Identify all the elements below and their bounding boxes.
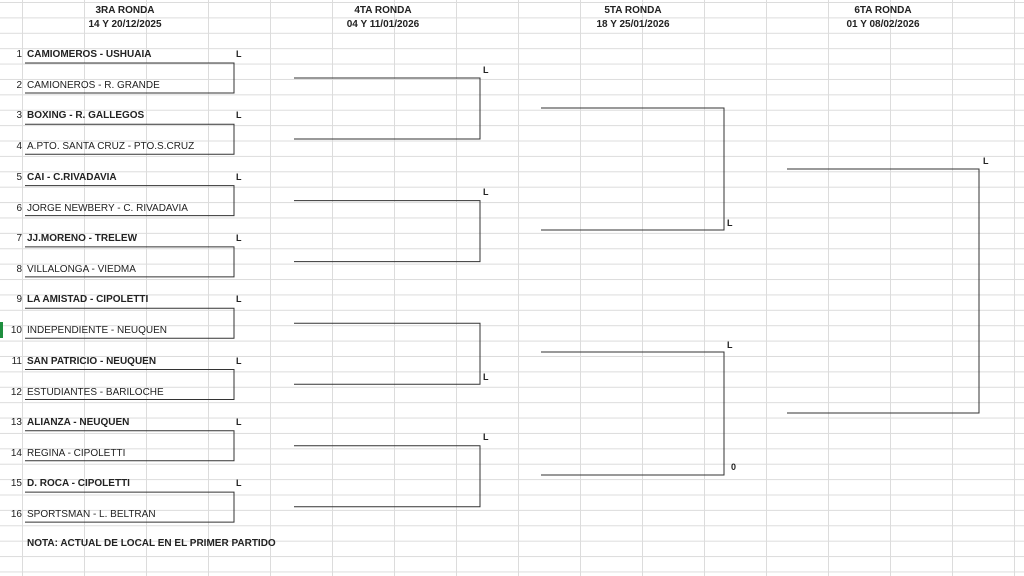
local-mark: 0 [731,462,737,472]
local-mark: L [483,432,489,442]
local-mark: L [236,416,242,427]
round-dates: 01 Y 08/02/2026 [846,19,920,30]
local-mark: L [727,340,733,350]
local-mark: L [483,372,489,382]
row-number: 8 [16,263,22,275]
match-bracket-r5 [541,108,724,230]
team-away: VILLALONGA - VIEDMA [27,263,136,275]
row-number: 2 [16,80,22,91]
match-bracket-r5 [541,352,724,475]
row-number: 16 [10,509,22,521]
match-bracket-r3 [25,186,234,216]
match-bracket-r3 [25,431,234,461]
local-mark: L [483,65,489,75]
row-number: 11 [11,355,22,367]
team-away: JORGE NEWBERY - C. RIVADAVIA [27,202,188,214]
match-bracket-r3 [25,370,234,400]
round-name: 5TA RONDA [604,5,662,16]
row-number: 6 [16,202,22,214]
team-home: CAMIOMEROS - USHUAIA [27,49,152,60]
footnote: NOTA: ACTUAL DE LOCAL EN EL PRIMER PARTIDO [27,538,276,549]
match-bracket-r3 [25,492,234,522]
round-name: 4TA RONDA [354,5,412,16]
round-name: 3RA RONDA [95,5,155,16]
match-bracket-r3 [25,308,234,338]
team-away: SPORTSMAN - L. BELTRAN [27,509,156,521]
round-dates: 18 Y 25/01/2026 [596,19,670,30]
team-home: ALIANZA - NEUQUEN [27,416,130,428]
team-away: REGINA - CIPOLETTI [27,447,126,459]
row-number: 12 [10,386,22,398]
local-mark: L [483,187,489,197]
match-bracket-r6 [787,169,979,413]
local-mark: L [236,110,242,121]
row-number: 3 [16,110,22,122]
team-away: ESTUDIANTES - BARILOCHE [27,386,164,398]
local-mark: L [236,355,242,366]
row-number: 10 [10,325,22,337]
row-number: 14 [10,447,22,459]
round-name: 6TA RONDA [854,5,912,16]
row-number: 7 [16,232,22,244]
team-home: D. ROCA - CIPOLETTI [27,478,130,490]
row-number: 13 [10,416,22,428]
row-number: 15 [10,478,22,490]
row-number: 9 [16,294,22,306]
round-dates: 14 Y 20/12/2025 [88,19,162,30]
match-bracket-r3 [25,63,234,93]
match-bracket-r4 [294,446,480,507]
match-bracket-r3 [25,247,234,277]
row-number: 4 [16,141,22,153]
team-home: BOXING - R. GALLEGOS [27,110,145,122]
team-away: INDEPENDIENTE - NEUQUEN [27,325,168,337]
local-mark: L [236,171,242,182]
local-mark: L [236,294,242,305]
match-bracket-r4 [294,323,480,384]
local-mark: L [236,232,242,243]
team-away: A.PTO. SANTA CRUZ - PTO.S.CRUZ [27,141,195,153]
match-bracket-r4 [294,201,480,262]
row-number: 1 [16,49,22,60]
row-number: 5 [16,171,22,183]
team-home: LA AMISTAD - CIPOLETTI [27,294,149,306]
team-away: CAMIONEROS - R. GRANDE [27,80,160,91]
local-mark: L [236,478,242,489]
team-home: SAN PATRICIO - NEUQUEN [27,355,157,367]
match-bracket-r4 [294,78,480,139]
local-mark: L [236,49,242,59]
local-mark: L [983,156,989,166]
local-mark: L [727,218,733,228]
team-home: JJ.MORENO - TRELEW [27,232,138,244]
team-home: CAI - C.RIVADAVIA [27,171,117,183]
round-dates: 04 Y 11/01/2026 [346,19,420,30]
match-bracket-r3 [25,124,234,154]
